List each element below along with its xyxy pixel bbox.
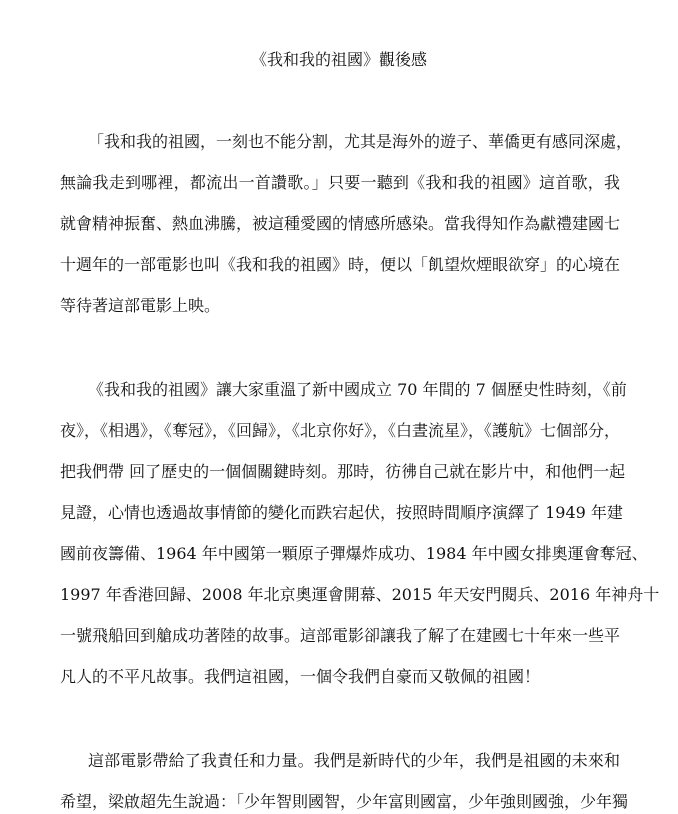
paragraph-3-line-1: 這部電影帶給了我責任和力量。我們是新時代的少年，我們是祖國的未來和 bbox=[88, 751, 620, 770]
document-title: 《我和我的祖國》觀後感 bbox=[250, 50, 427, 69]
paragraph-2-line-1: 《我和我的祖國》讓大家重溫了新中國成立 70 年間的 7 個歷史性時刻，《前 bbox=[88, 380, 627, 399]
paragraph-1-line-4: 十週年的一部電影也叫《我和我的祖國》時，便以「飢望炊煙眼欲穿」的心境在 bbox=[60, 255, 621, 274]
paragraph-1-line-1: 「我和我的祖國，一刻也不能分割，尤其是海外的遊子、華僑更有感同深處， bbox=[88, 132, 633, 151]
paragraph-1-line-5: 等待著這部電影上映。 bbox=[60, 296, 221, 315]
paragraph-2-line-7: 一號飛船回到艙成功著陸的故事。這部電影卻讓我了解了在建國七十年來一些平 bbox=[60, 626, 621, 645]
paragraph-3-line-2: 希望，梁啟超先生說過：「少年智則國智，少年富則國富，少年強則國強，少年獨 bbox=[60, 792, 629, 811]
paragraph-2-line-3: 把我們帶 回了歷史的一個個關鍵時刻。那時，彷彿自己就在影片中，和他們一起 bbox=[60, 462, 626, 481]
paragraph-2-line-2: 夜》，《相遇》，《奪冠》，《回歸》，《北京你好》，《白晝流星》，《護航》七個部分， bbox=[60, 421, 621, 440]
paragraph-2-line-5: 國前夜籌備、1964 年中國第一顆原子彈爆炸成功、1984 年中國女排奧運會奪冠、 bbox=[60, 544, 648, 563]
paragraph-1-line-2: 無論我走到哪裡，都流出一首讚歌。」只要一聽到《我和我的祖國》這首歌，我 bbox=[60, 173, 620, 192]
paragraph-2-line-8: 凡人的不平凡故事。我們這祖國，一個令我們自豪而又敬佩的祖國！ bbox=[60, 667, 541, 686]
paragraph-1-line-3: 就會精神振奮、熱血沸騰，被這種愛國的情感所感染。當我得知作為獻禮建國七 bbox=[60, 214, 621, 233]
paragraph-2-line-6: 1997 年香港回歸、2008 年北京奧運會開幕、2015 年天安門閱兵、2016 年神舟十 bbox=[60, 585, 660, 604]
paragraph-2-line-4: 見證，心情也透過故事情節的變化而跌宕起伏，按照時間順序演繹了 1949 年建 bbox=[60, 503, 623, 522]
